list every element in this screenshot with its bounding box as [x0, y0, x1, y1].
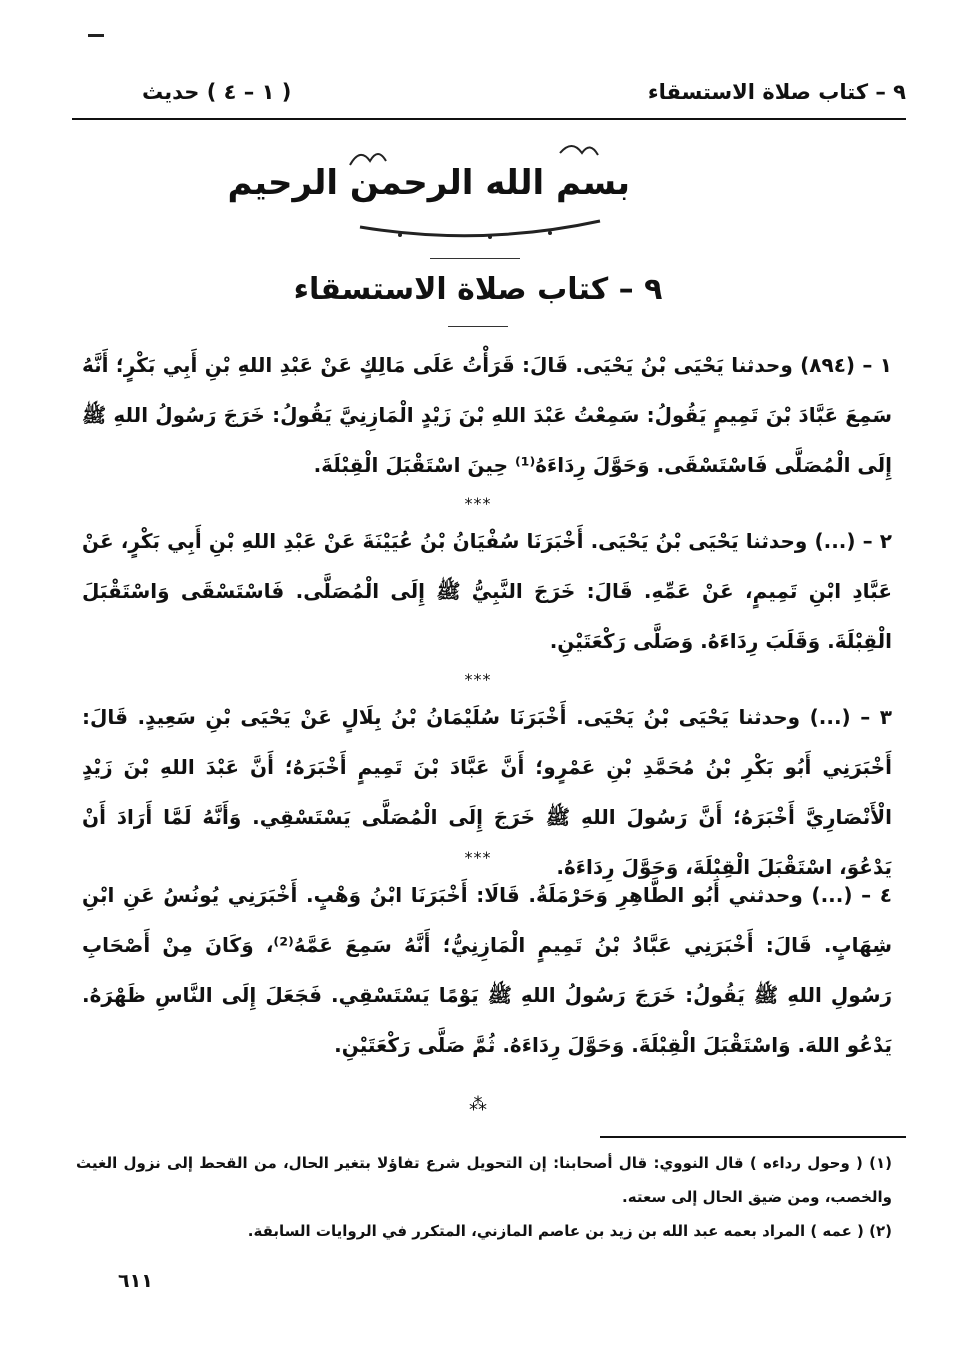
basmala-calligraphy [227, 135, 630, 245]
title-rule [448, 326, 508, 327]
hadith-2 [82, 516, 892, 666]
hadith-4 [82, 870, 892, 1070]
hadith-separator: *** [464, 670, 492, 689]
running-hadith-range: ( ١ – ٤ ) حديث [142, 80, 292, 104]
hadith-text: وحدثنا يَحْيَى بْنُ يَحْيَى. أَخْبَرَنَا سُفْيَانُ بْنُ عُيَيْنَةَ عَنْ عَبْدِ اللهِ بْنِ أَبِي بَكْرٍ، عَنْ عَبَّادِ ابْنِ تَمِيمٍ، عَنْ عَمِّهِ. قَالَ: خَرَجَ النَّبِيُّ ﷺ إِلَى الْمُصَلَّى. فَاسْتَسْقَى وَاسْتَقْبَلَ الْقِبْلَةَ. وَقَلَبَ رِدَاءَهُ. وَصَلَّى رَكْعَتَيْنِ. [82, 529, 892, 653]
footnotes [76, 1146, 892, 1248]
footnote-rule [600, 1136, 906, 1138]
hadith-separator: *** [464, 848, 492, 867]
hadith-separator: *** [464, 494, 492, 513]
hadith-number: ١ – (٨٩٤) [800, 353, 892, 377]
page-number: ٦١١ [118, 1270, 153, 1292]
book-title: ٩ – كتاب صلاة الاستسقاء [293, 272, 663, 307]
corner-mark [88, 34, 104, 37]
section-end-ornament: ⁂ [469, 1094, 487, 1115]
hadith-1 [82, 340, 892, 490]
footnote-2: (٢) ( عمه ) المراد بعمه عبد الله بن زيد بن عاصم المازني، المتكرر في الروايات السابقة. [247, 1222, 892, 1240]
hadith-number: ٣ – (...) [809, 705, 893, 729]
hadith-text: وحدثنا يَحْيَى بْنُ يَحْيَى. أَخْبَرَنَا سُلَيْمَانُ بْنُ بِلَالٍ عَنْ يَحْيَى بْنِ سَعِيدٍ. قَالَ: أَخْبَرَنِي أَبُو بَكْرِ بْنُ مُحَمَّدِ بْنِ عَمْرٍو؛ أَنَّ عَبَّادَ بْنَ تَمِيمٍ أَخْبَرَهُ؛ أَنَّ عَبْدَ اللهِ بْنَ زَيْدٍ الْأَنْصَارِيَّ أَخْبَرَهُ؛ أَنَّ رَسُولَ اللهِ ﷺ خَرَجَ إِلَى الْمُصَلَّى يَسْتَسْقِي. وَأَنَّهُ لَمَّا أَرَادَ أَنْ يَدْعُوَ، اسْتَقْبَلَ الْقِبْلَةَ، وَحَوَّلَ رِدَاءَهُ. [82, 705, 892, 879]
hadith-text: وحدثني أَبُو الطَّاهِرِ وَحَرْمَلَةُ. قَالَا: أَخْبَرَنَا ابْنُ وَهْبٍ. أَخْبَرَنِي يُونُسُ عَنِ ابْنِ شِهَابٍ. قَالَ: أَخْبَرَنِي عَبَّادُ بْنُ تَمِيمٍ الْمَازِنِيُّ؛ أَنَّهُ سَمِعَ عَمَّهُ⁽²⁾، وَكَانَ مِنْ أَصْحَابِ رَسُولِ اللهِ ﷺ يَقُولُ: خَرَجَ رَسُولُ اللهِ ﷺ يَوْمًا يَسْتَسْقِي. فَجَعَلَ إِلَى النَّاسِ ظَهْرَهُ. يَدْعُو اللهَ. وَاسْتَقْبَلَ الْقِبْلَةَ. وَحَوَّلَ رِدَاءَهُ. ثُمَّ صَلَّى رَكْعَتَيْنِ. [82, 883, 892, 1057]
header-rule [72, 118, 906, 120]
hadith-number: ٢ – (...) [814, 529, 893, 553]
basmala-text: بسم الله الرحمن الرحيم [227, 163, 630, 203]
running-header [72, 74, 906, 114]
footnote-1: (١) ( وحول رداءه ) قال النووي: قال أصحابنا: إن التحويل شرع تفاؤلا بتغير الحال، من القحط إلى نزول الغيث والخصب، ومن ضيق الحال إلى سعته. [76, 1154, 892, 1206]
running-title: ٩ – كتاب صلاة الاستسقاء [647, 80, 906, 104]
basmala-rule [430, 258, 520, 259]
hadith-text: وحدثنا يَحْيَى بْنُ يَحْيَى. قَالَ: قَرَأْتُ عَلَى مَالِكٍ عَنْ عَبْدِ اللهِ بْنِ أَبِي بَكْرٍ؛ أَنَّهُ سَمِعَ عَبَّادَ بْنَ تَمِيمٍ يَقُولُ: سَمِعْتُ عَبْدَ اللهِ بْنَ زَيْدٍ الْمَازِنِيَّ يَقُولُ: خَرَجَ رَسُولُ اللهِ ﷺ إِلَى الْمُصَلَّى فَاسْتَسْقَى. وَحَوَّلَ رِدَاءَهُ⁽¹⁾ حِينَ اسْتَقْبَلَ الْقِبْلَةَ. [82, 353, 892, 477]
hadith-number: ٤ – (...) [811, 883, 892, 907]
